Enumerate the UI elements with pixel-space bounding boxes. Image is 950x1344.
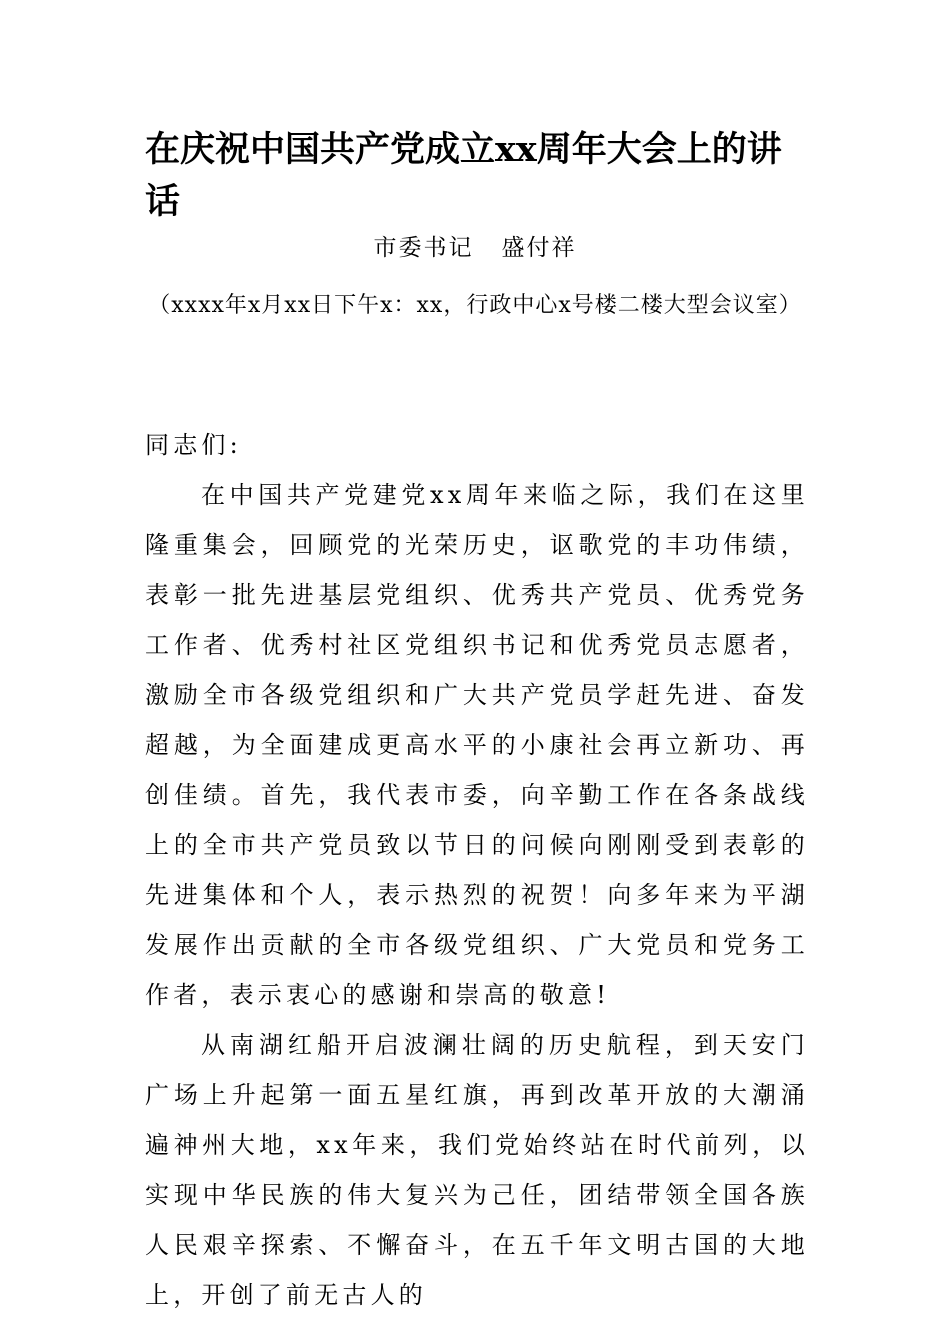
document-title: 在庆祝中国共产党成立xx周年大会上的讲话	[145, 129, 782, 222]
paragraph: 在中国共产党建党xx周年来临之际，我们在这里隆重集会，回顾党的光荣历史，讴歌党的丰功伟绩，表彰一批先进基层党组织、优秀共产党员、优秀党务工作者、优秀村社区党组织书记和优秀党员志愿者，激励全市各级党组织和广大共产党员学赶先进、奋发超越，为全面建成更高水平的小康社会再立新功、再创佳绩。首先，我代表市委，向辛勤工作在各条战线上的全市共产党员致以节日的问候向刚刚受到表彰的先进集体和个人，表示热烈的祝贺！向多年来为平湖发展作出贡献的全市各级党组织、广大党员和党务工作者，表示衷心的感谢和崇高的敬意!	[145, 481, 809, 1009]
paragraph: 从南湖红船开启波澜壮阔的历史航程，到天安门广场上升起第一面五星红旗，再到改革开放的大潮涌遍神州大地，xx年来，我们党始终站在时代前列，以实现中华民族的伟大复兴为己任，团结带领全国各族人民艰辛探索、不懈奋斗，在五千年文明古国的大地上，开创了前无古人的	[145, 1031, 809, 1309]
salutation: 同志们:	[145, 431, 242, 459]
author-line	[0, 230, 950, 266]
speech-body	[145, 420, 809, 1320]
meeting-info: （xxxx年x月xx日下午x：xx，行政中心x号楼二楼大型会议室）	[148, 293, 802, 318]
author-name: 盛付祥	[501, 235, 577, 261]
author-role: 市委书记	[373, 235, 474, 261]
